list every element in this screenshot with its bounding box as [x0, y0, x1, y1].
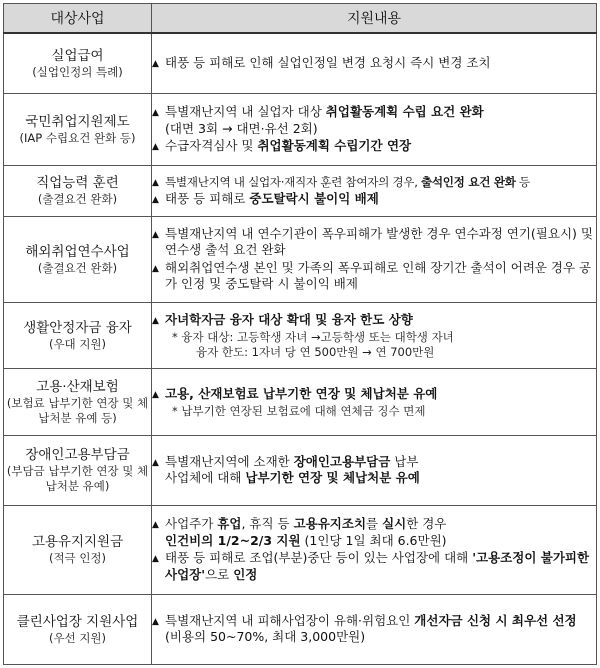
content-cell — [152, 303, 597, 369]
content-cell — [152, 369, 597, 435]
triangle-bullet-icon: ▲ — [152, 229, 159, 240]
table-row — [4, 594, 597, 664]
support-item: ▲ 해외취업연수생 본인 및 가족의 폭우피해로 인해 장기간 출석이 어려운 경우 공가 인정 및 중도탈락 시 불이익 배제 — [152, 259, 592, 292]
triangle-bullet-icon: ▲ — [152, 554, 159, 565]
program-name: 국민취업지원제도 — [25, 114, 130, 131]
table-row — [4, 369, 597, 435]
support-item: ▲ 태풍 등 피해로 중도탈락시 불이익 배제 — [152, 191, 596, 208]
program-name: 직업능력 훈련 — [36, 175, 119, 192]
support-item: ▲ 특별재난지역에 소재한 장애인고용부담금 납부 사업체에 대해 납부기한 연장 및 체납처분 유예 — [152, 453, 420, 486]
table-header-row — [4, 4, 597, 34]
support-table — [3, 3, 597, 665]
content-cell — [152, 166, 597, 216]
content-cell — [152, 93, 597, 165]
program-subtitle: (부담금 납부기한 연장 및 체납처분 유예) — [6, 464, 149, 494]
content-cell — [152, 435, 597, 505]
table-row — [4, 33, 597, 93]
program-name: 고용유지지원금 — [31, 534, 124, 551]
table-row — [4, 506, 597, 594]
program-cell — [4, 166, 152, 216]
triangle-bullet-icon: ▲ — [152, 263, 159, 274]
support-item: ▲ 자녀학자금 융자 대상 확대 및 융자 한도 상향 — [152, 312, 596, 329]
program-subtitle: (출결요건 완화) — [37, 260, 118, 275]
table-row — [4, 216, 597, 302]
support-item: ▲ 태풍 등 피해로 조업(부분)중단 등이 있는 사업장에 대해 '고용조정이 불가피한 사업장'으로 인정 — [152, 550, 590, 582]
triangle-bullet-icon: ▲ — [152, 390, 159, 401]
support-item: ▲ 고용, 산재보험료 납부기한 연장 및 체납처분 유예 — [152, 386, 596, 403]
program-cell — [4, 369, 152, 435]
header-support-content: 지원내용 — [152, 4, 597, 34]
support-item: ▲ 특별재난지역 내 연수기관이 폭우피해가 발생한 경우 연수과정 연기(필요시) 및 연수생 출석 요건 완화 — [152, 225, 593, 258]
support-item: ▲ 특별재난지역 내 실업자·재직자 훈련 참여자의 경우, 출석인정 요건 완화 등 — [152, 174, 596, 191]
triangle-bullet-icon: ▲ — [152, 177, 159, 188]
program-cell — [4, 506, 152, 594]
support-item: ▲ 사업주가 휴업, 휴직 등 고용유지조치를 실시한 경우 인건비의 1/2~2/3 지원 (1인당 1일 최대 6.6만원) — [152, 516, 447, 548]
program-name: 실업급여 — [51, 48, 104, 65]
program-subtitle: (우선 지원) — [48, 630, 107, 645]
triangle-bullet-icon: ▲ — [152, 142, 159, 153]
program-cell — [4, 435, 152, 505]
table-row — [4, 303, 597, 369]
program-cell — [4, 216, 152, 302]
footnote: * 융자 대상: 고등학생 자녀 →고등학생 또는 대학생 자녀 — [172, 329, 454, 344]
triangle-bullet-icon: ▲ — [152, 616, 159, 627]
program-name: 고용·산재보험 — [36, 379, 119, 396]
support-item: ▲ 특별재난지역 내 피해사업장이 유해·위험요인 개선자금 신청 시 최우선 선정 (비용의 50~70%, 최대 3,000만원) — [152, 612, 577, 645]
content-cell — [152, 216, 597, 302]
content-cell — [152, 33, 597, 93]
header-target-program: 대상사업 — [4, 4, 152, 34]
support-item: ▲ 수급자격심사 및 취업활동계획 수립기간 연장 — [152, 138, 596, 155]
triangle-bullet-icon: ▲ — [152, 316, 159, 327]
program-cell — [4, 594, 152, 664]
program-cell — [4, 33, 152, 93]
table-row — [4, 166, 597, 216]
program-subtitle: (적극 인정) — [48, 551, 107, 566]
content-cell — [152, 594, 597, 664]
footnote: 융자 한도: 1자녀 당 연 500만원 → 연 700만원 — [196, 344, 435, 359]
program-name: 클린사업장 지원사업 — [16, 613, 139, 630]
program-subtitle: (IAP 수립요건 완화 등) — [19, 131, 136, 146]
triangle-bullet-icon: ▲ — [152, 108, 159, 119]
program-subtitle: (보험료 납부기한 연장 및 체납처분 유예 등) — [6, 396, 149, 426]
program-cell — [4, 303, 152, 369]
program-name: 생활안정자금 융자 — [23, 320, 132, 337]
footnote: * 납부기한 연장된 보험료에 대해 연체금 징수 면제 — [172, 403, 426, 418]
program-name: 장애인고용부담금 — [25, 447, 130, 464]
triangle-bullet-icon: ▲ — [152, 195, 159, 206]
table-row — [4, 435, 597, 505]
support-item: ▲ 특별재난지역 내 실업자 대상 취업활동계획 수립 요건 완화 (대면 3회 → 대면·유선 2회) — [152, 104, 484, 136]
triangle-bullet-icon: ▲ — [152, 59, 159, 70]
table-row — [4, 93, 597, 165]
program-subtitle: (출결요건 완화) — [37, 192, 118, 207]
program-subtitle: (실업인정의 특례) — [32, 65, 123, 80]
program-cell — [4, 93, 152, 165]
program-subtitle: (우대 지원) — [48, 337, 107, 352]
support-item: ▲ 태풍 등 피해로 인해 실업인정일 변경 요청시 즉시 변경 조치 — [152, 55, 596, 72]
program-name: 해외취업연수사업 — [25, 243, 130, 260]
triangle-bullet-icon: ▲ — [152, 457, 159, 468]
content-cell — [152, 506, 597, 594]
triangle-bullet-icon: ▲ — [152, 520, 159, 531]
